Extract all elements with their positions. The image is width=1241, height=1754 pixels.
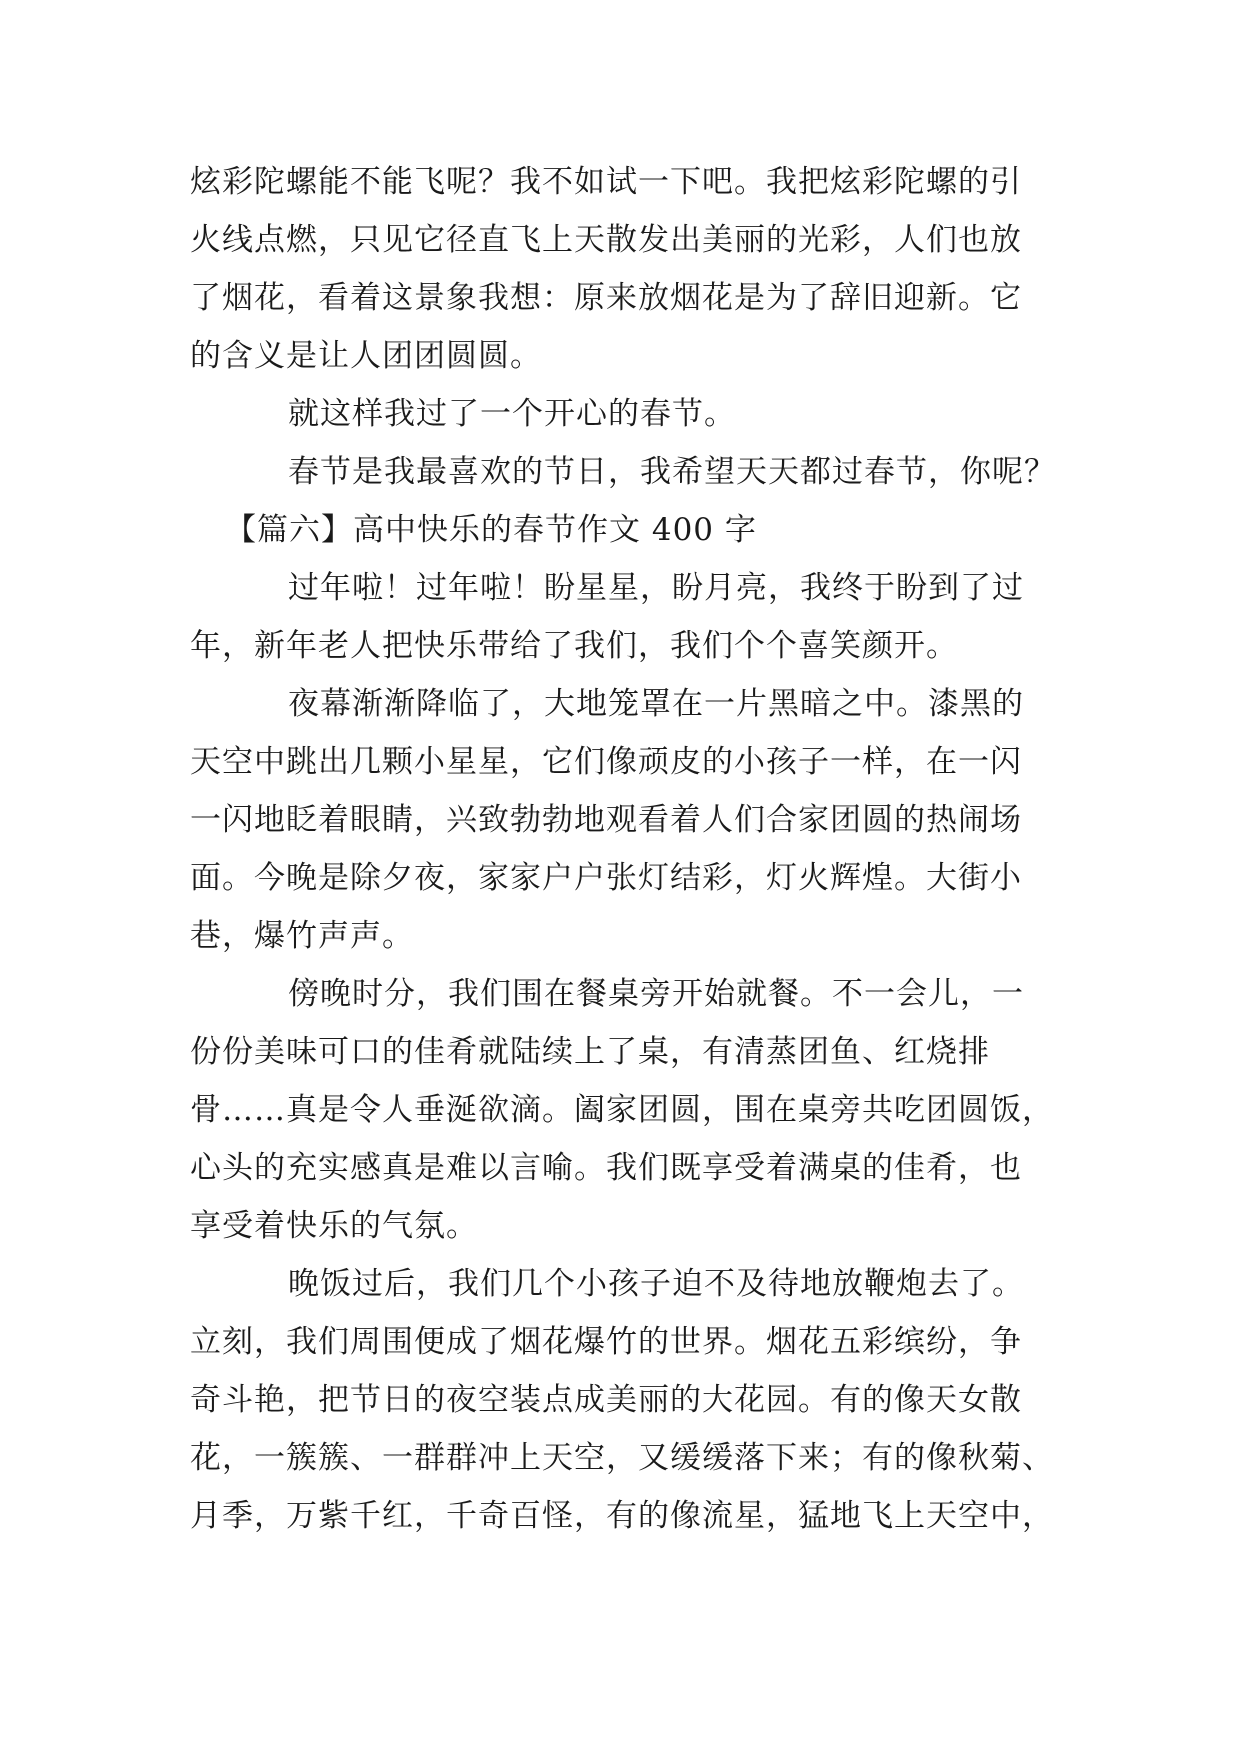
paragraph-start: 就这样我过了一个开心的春节。 [288, 396, 736, 432]
text-line: 年，新年老人把快乐带给了我们，我们个个喜笑颜开。 [190, 628, 958, 664]
paragraph-start: 过年啦！过年啦！盼星星，盼月亮，我终于盼到了过 [288, 570, 1024, 606]
text-line: 骨……真是令人垂涎欲滴。阖家团圆，围在桌旁共吃团圆饭， [190, 1092, 1054, 1128]
text-line: 心头的充实感真是难以言喻。我们既享受着满桌的佳肴，也 [190, 1150, 1022, 1186]
text-line: 面。今晚是除夕夜，家家户户张灯结彩，灯火辉煌。大街小 [190, 860, 1022, 896]
paragraph-start: 春节是我最喜欢的节日，我希望天天都过春节，你呢？ [288, 454, 1056, 490]
paragraph-start: 晚饭过后，我们几个小孩子迫不及待地放鞭炮去了。 [288, 1266, 1024, 1302]
text-line: 立刻，我们周围便成了烟花爆竹的世界。烟花五彩缤纷，争 [190, 1324, 1022, 1360]
text-line: 天空中跳出几颗小星星，它们像顽皮的小孩子一样，在一闪 [190, 744, 1022, 780]
paragraph-start: 傍晚时分，我们围在餐桌旁开始就餐。不一会儿，一 [288, 976, 1024, 1012]
text-line: 享受着快乐的气氛。 [190, 1208, 478, 1244]
text-line: 一闪地眨着眼睛，兴致勃勃地观看着人们合家团圆的热闹场 [190, 802, 1022, 838]
text-line: 份份美味可口的佳肴就陆续上了桌，有清蒸团鱼、红烧排 [190, 1034, 990, 1070]
paragraph-start: 夜幕渐渐降临了，大地笼罩在一片黑暗之中。漆黑的 [288, 686, 1024, 722]
text-line: 奇斗艳，把节日的夜空装点成美丽的大花园。有的像天女散 [190, 1382, 1022, 1418]
text-line: 花，一簇簇、一群群冲上天空，又缓缓落下来；有的像秋菊、 [190, 1440, 1054, 1476]
text-line: 的含义是让人团团圆圆。 [190, 338, 542, 374]
text-line: 了烟花，看着这景象我想：原来放烟花是为了辞旧迎新。它 [190, 280, 1022, 316]
text-line: 月季，万紫千红，千奇百怪，有的像流星，猛地飞上天空中， [190, 1498, 1054, 1534]
text-line: 炫彩陀螺能不能飞呢？我不如试一下吧。我把炫彩陀螺的引 [190, 164, 1022, 200]
text-line: 火线点燃，只见它径直飞上天散发出美丽的光彩，人们也放 [190, 222, 1022, 258]
text-line: 巷，爆竹声声。 [190, 918, 414, 954]
section-heading: 【篇六】高中快乐的春节作文 400 字 [225, 512, 757, 548]
